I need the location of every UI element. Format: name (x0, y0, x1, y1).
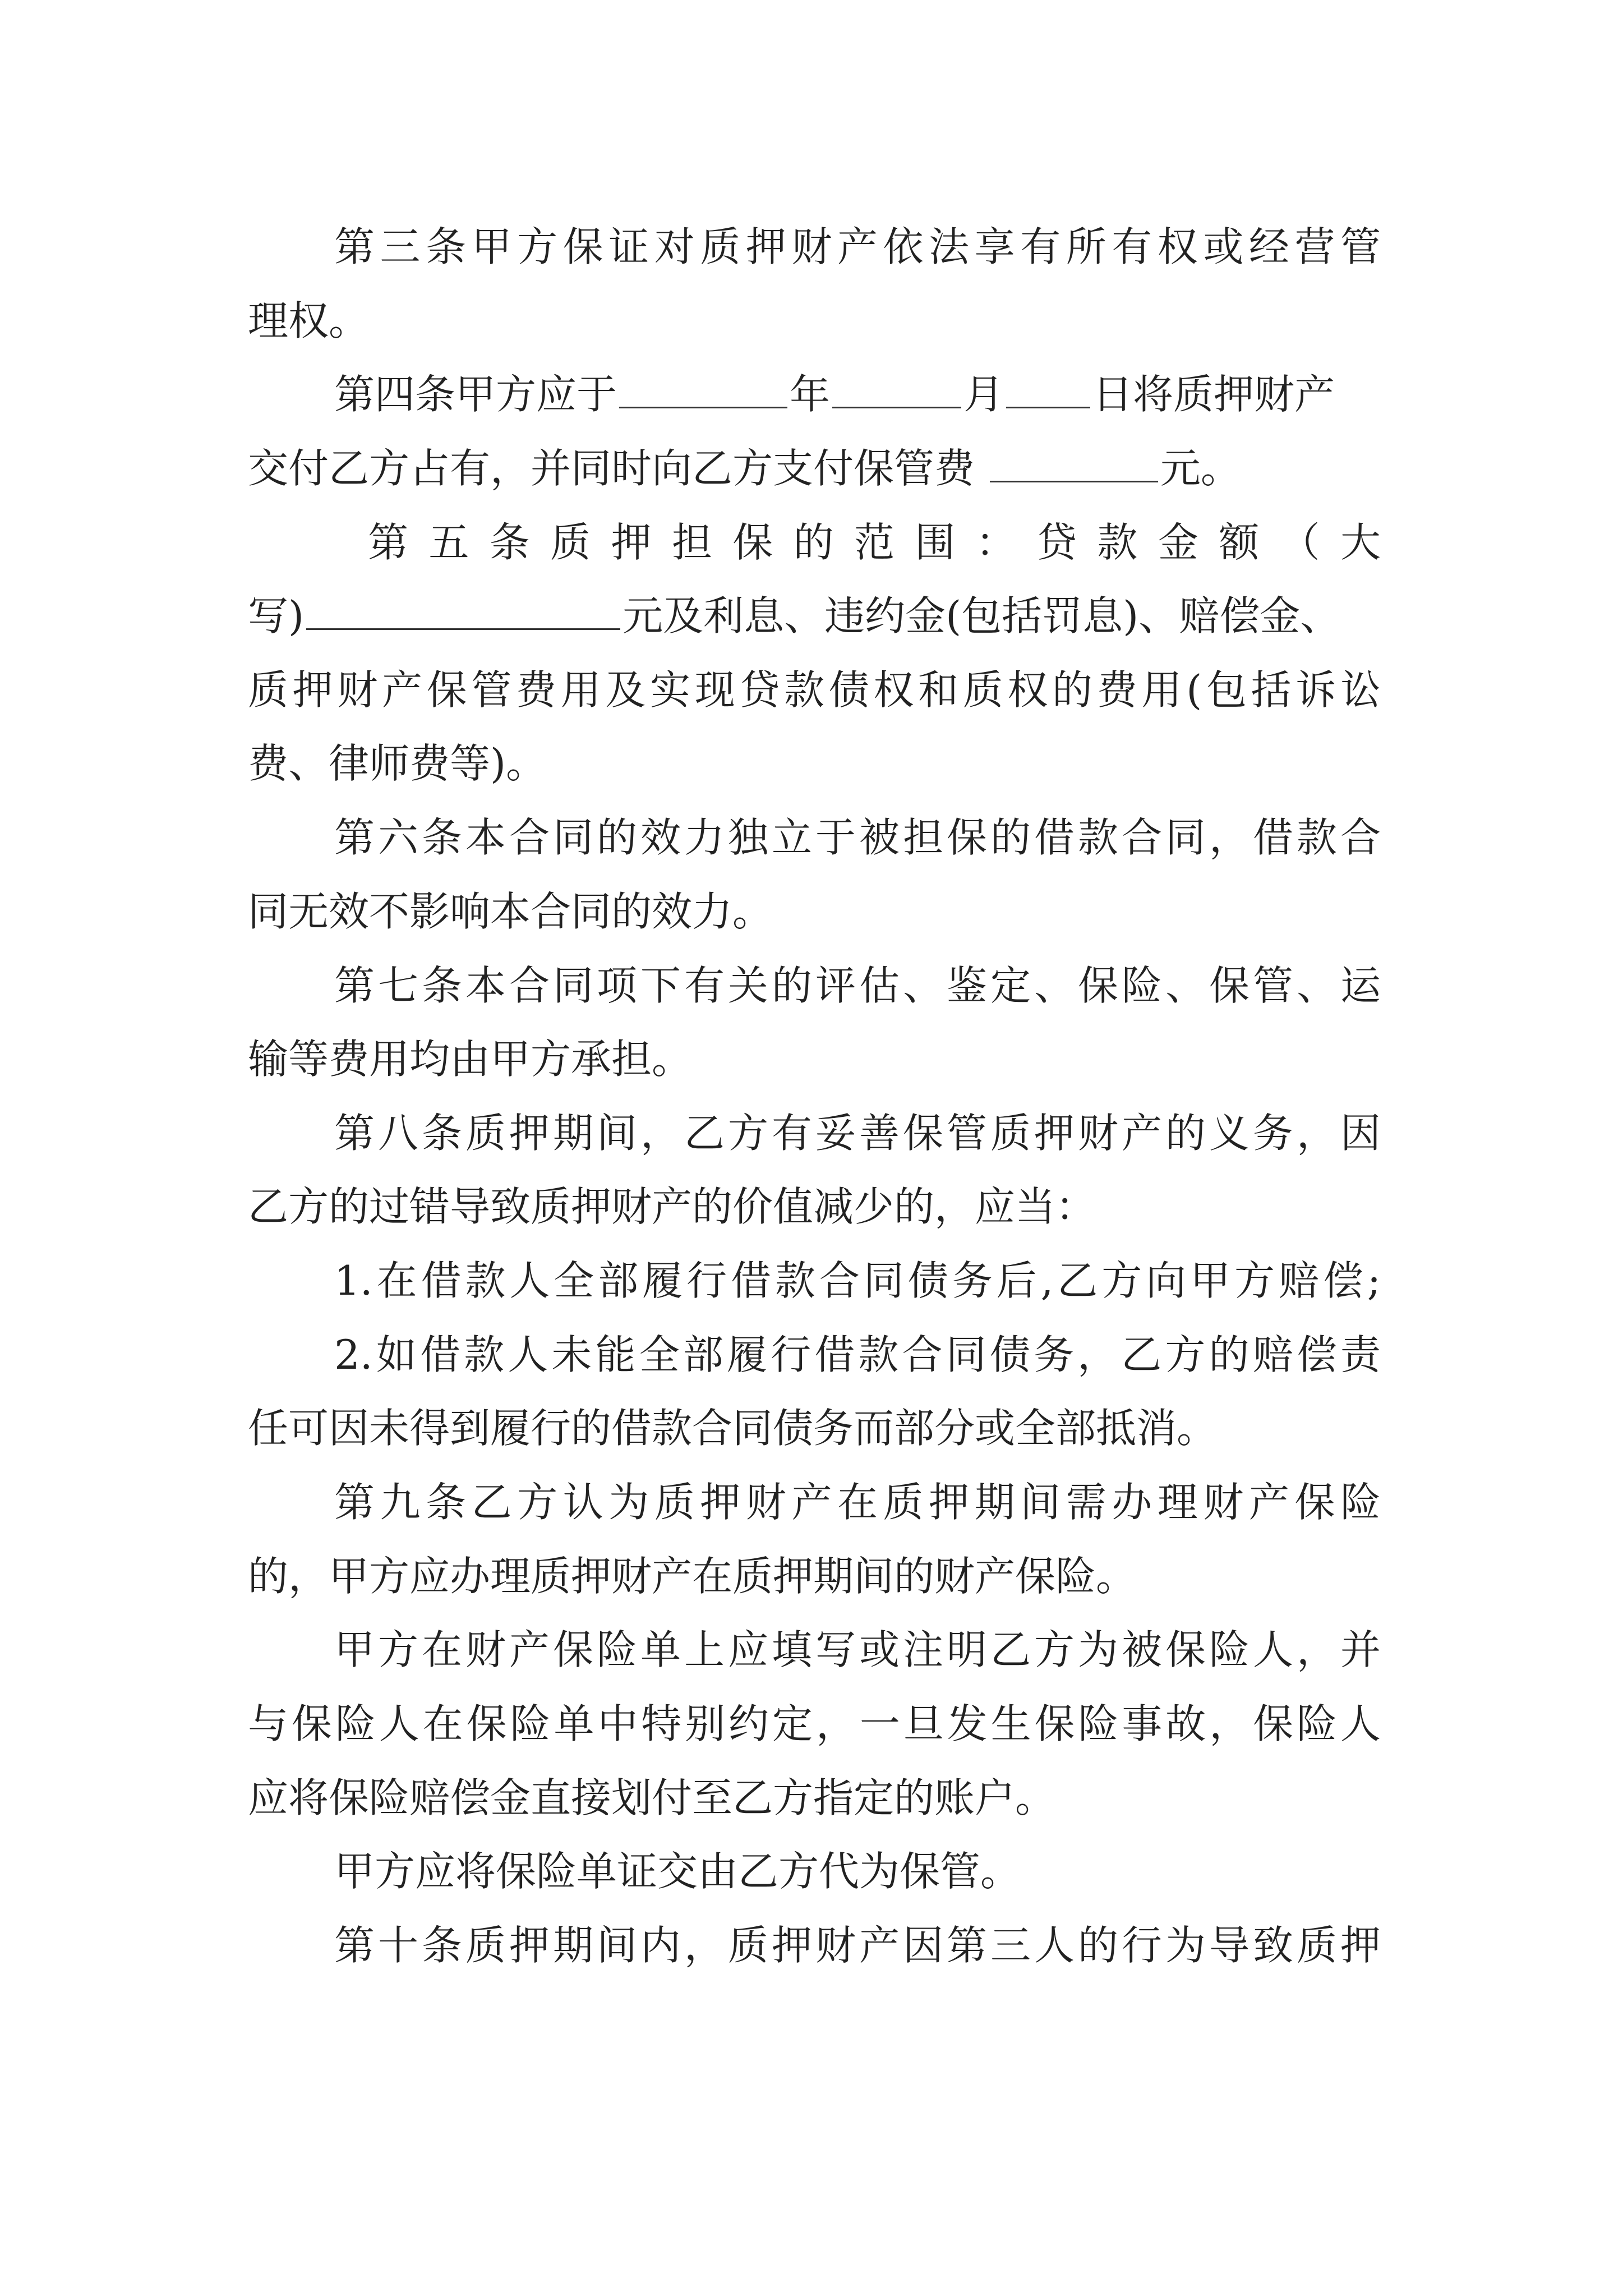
text-line: 同无效不影响本合同的效力。 (248, 888, 773, 935)
text-segment: 月 (963, 371, 1004, 418)
text-line: 理权。 (248, 297, 370, 344)
article-4-line (334, 361, 1381, 428)
text-line: 费、律师费等)。 (248, 740, 547, 787)
text-line: 第十条质押期间内，质押财产因第三人的行为导致质押 (334, 1922, 1381, 1969)
text-line: 与保险人在保险单中特别约定，一旦发生保险事故，保险人 (248, 1700, 1381, 1747)
fill-blank-year[interactable] (619, 365, 787, 408)
text-segment: 元及利息、违约金(包括罚息)、赔偿金、 (623, 592, 1341, 639)
article-4-line (248, 435, 1381, 502)
text-line: 任可因未得到履行的借款合同债务而部分或全部抵消。 (248, 1405, 1218, 1452)
text-line: 的，甲方应办理质押财产在质押期间的财产保险。 (248, 1553, 1137, 1600)
text-line: 乙方的过错导致质押财产的价值减少的，应当： (248, 1183, 1096, 1230)
fill-blank-month[interactable] (832, 365, 961, 408)
text-line: 第九条乙方认为质押财产在质押期间需办理财产保险 (334, 1479, 1381, 1526)
text-line: 1.在借款人全部履行借款合同债务后,乙方向甲方赔偿; (334, 1257, 1381, 1304)
text-line: 第六条本合同的效力独立于被担保的借款合同，借款合 (334, 814, 1381, 861)
text-line: 第五条质押担保的范围：贷款金额（大 (368, 519, 1381, 566)
text-line: 第三条甲方保证对质押财产依法享有所有权或经营管 (334, 223, 1381, 270)
fill-blank-fee[interactable] (990, 439, 1158, 482)
text-line: 输等费用均由甲方承担。 (248, 1036, 693, 1083)
text-segment: 写) (248, 592, 305, 639)
fill-blank-loan-amount[interactable] (306, 587, 620, 630)
text-line: 2.如借款人未能全部履行借款合同债务，乙方的赔偿责 (334, 1331, 1381, 1378)
text-segment: 第四条甲方应于 (334, 371, 617, 418)
text-segment: 日将质押财产 (1092, 371, 1335, 418)
text-segment: 年 (790, 371, 831, 418)
text-line: 第七条本合同项下有关的评估、鉴定、保险、保管、运 (334, 962, 1381, 1009)
fill-blank-day[interactable] (1006, 365, 1090, 408)
text-line: 甲方应将保险单证交由乙方代为保管。 (334, 1848, 1021, 1895)
text-line: 质押财产保管费用及实现贷款债权和质权的费用(包括诉讼 (248, 666, 1381, 714)
text-line: 甲方在财产保险单上应填写或注明乙方为被保险人，并 (334, 1626, 1381, 1673)
text-line: 应将保险赔偿金直接划付至乙方指定的账户。 (248, 1774, 1056, 1821)
text-line: 第八条质押期间，乙方有妥善保管质押财产的义务，因 (334, 1110, 1381, 1157)
text-segment: 元。 (1160, 445, 1241, 492)
text-segment: 交付乙方占有，并同时向乙方支付保管费 (248, 445, 975, 492)
article-5-line (248, 582, 1381, 650)
